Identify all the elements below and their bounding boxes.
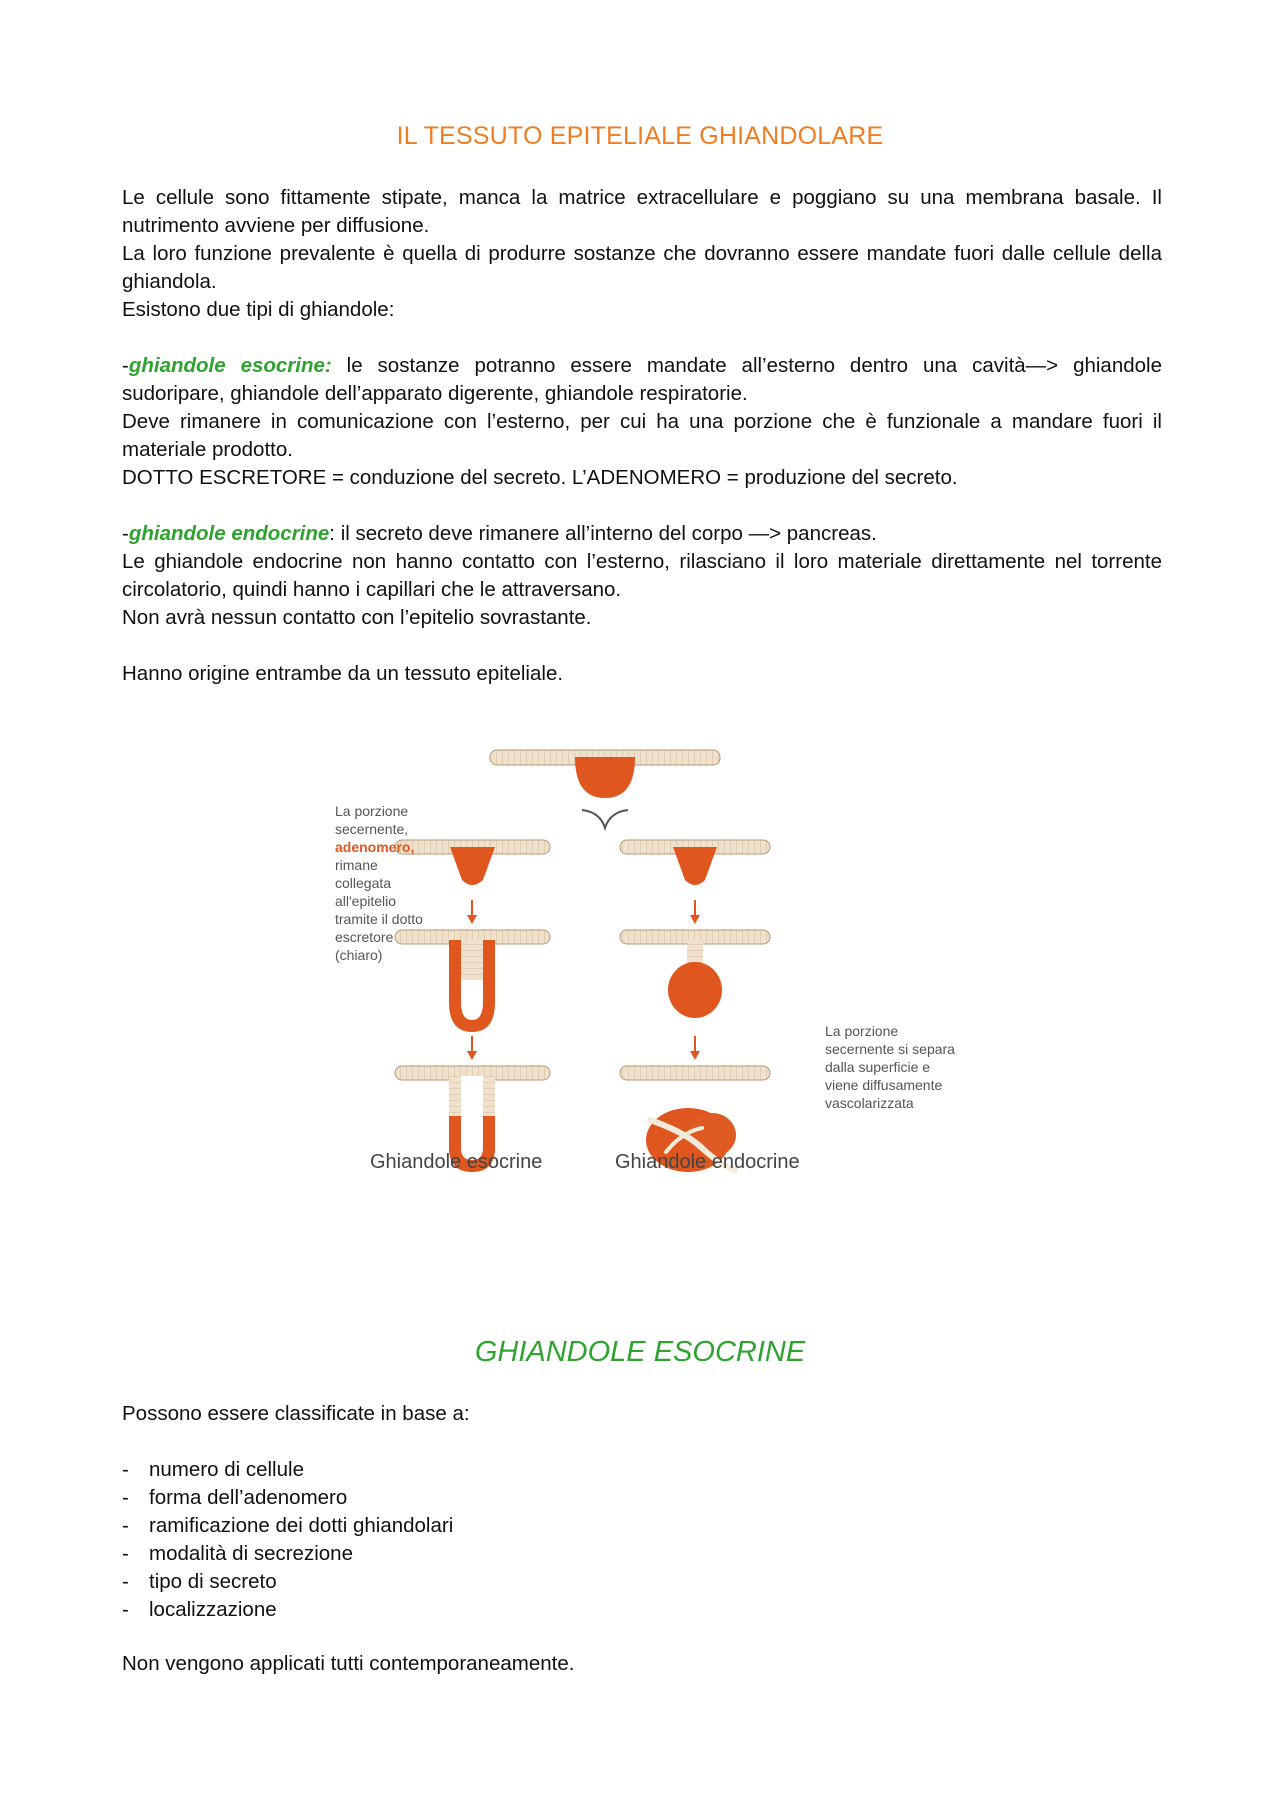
- list-item-label: localizzazione: [149, 1598, 277, 1621]
- endocrine-paragraph: Le ghiandole endocrine non hanno contatto con l’esterno, rilasciano il loro materiale direttamente nel torrente circolatorio, quindi hanno i capillari che le attraversano.: [122, 550, 1162, 601]
- exocrine-paragraph: Deve rimanere in comunicazione con l’esterno, per cui ha una porzione che è funzionale a mandare fuori il materiale prodotto.: [122, 410, 1162, 461]
- intro-paragraph: Le cellule sono fittamente stipate, manca la matrice extracellulare e poggiano su una membrana basale. Il nutrimento avviene per diffusione.: [122, 186, 1162, 237]
- list-item-label: forma dell’adenomero: [149, 1486, 348, 1509]
- caption-endocrine: Ghiandole endocrine: [615, 1151, 800, 1173]
- bullet-dash: -: [122, 1542, 129, 1565]
- bullet-dash: -: [122, 1570, 129, 1593]
- classification-list: [122, 1456, 1022, 1624]
- list-item: [122, 1484, 1022, 1512]
- stage-initial: [490, 750, 720, 828]
- list-item-label: tipo di secreto: [149, 1570, 277, 1593]
- list-item-label: numero di cellule: [149, 1458, 304, 1481]
- origin-paragraph: Hanno origine entrambe da un tessuto epiteliale.: [122, 662, 564, 685]
- endocrine-text: : il secreto deve rimanere all’interno del corpo —> pancreas.: [329, 522, 877, 545]
- right-note-line: dalla superficie e: [825, 1059, 931, 1075]
- list-item: [122, 1540, 1022, 1568]
- left-note-line: tramite il dotto: [335, 911, 423, 927]
- left-note-line: secernente,: [335, 821, 409, 837]
- right-note-line: La porzione: [825, 1023, 899, 1039]
- list-item-label: ramificazione dei dotti ghiandolari: [149, 1514, 454, 1537]
- list-item: [122, 1512, 1022, 1540]
- bullet-dash: -: [122, 1598, 129, 1621]
- arrow-down-icon: [467, 1051, 477, 1060]
- exocrine-term: ghiandole esocrine:: [128, 354, 332, 377]
- gland-development-figure: [310, 740, 1010, 1190]
- endocrine-prefix: -: [122, 522, 129, 545]
- exocrine-paragraph: DOTTO ESCRETORE = conduzione del secreto. L’ADENOMERO = produzione del secreto.: [122, 466, 958, 489]
- endocrine-term: ghiandole endocrine: [128, 522, 330, 545]
- left-note-line: rimane: [335, 857, 378, 873]
- endocrine-paragraph: [122, 520, 1162, 548]
- bullet-dash: -: [122, 1514, 129, 1537]
- arrow-down-icon: [690, 915, 700, 924]
- right-note-line: secernente si separa: [825, 1041, 955, 1057]
- exocrine-text: le sostanze potranno essere mandate all’esterno dentro una cavità—> ghiandole sudoripare, ghiandole dell’apparato digerente, ghiandole respiratorie.: [122, 354, 1162, 405]
- left-note-line: all'epitelio: [335, 893, 397, 909]
- right-note-line: vascolarizzata: [825, 1095, 914, 1111]
- caption-exocrine: Ghiandole esocrine: [370, 1151, 543, 1173]
- exocrine-paragraph: [122, 352, 1162, 408]
- bullet-dash: -: [122, 1486, 129, 1509]
- endocrine-stage-1: [620, 840, 770, 885]
- page-title: IL TESSUTO EPITELIALE GHIANDOLARE: [396, 122, 884, 150]
- intro-paragraph: La loro funzione prevalente è quella di produrre sostanze che dovranno essere mandate fuori dalle cellule della ghiandola.: [122, 242, 1162, 293]
- intro-section: [122, 184, 1162, 688]
- section-heading: GHIANDOLE ESOCRINE: [474, 1336, 806, 1368]
- list-item: [122, 1568, 1022, 1596]
- closing-paragraph: Non vengono applicati tutti contemporaneamente.: [122, 1652, 575, 1675]
- left-note-line: escretore: [335, 929, 394, 945]
- list-item: [122, 1456, 1022, 1484]
- intro-paragraph: Esistono due tipi di ghiandole:: [122, 298, 395, 321]
- arrow-down-icon: [690, 1051, 700, 1060]
- gland-diagram: [310, 740, 1010, 1190]
- right-note-line: viene diffusamente: [825, 1077, 943, 1093]
- arrow-down-icon: [467, 915, 477, 924]
- exocrine-stage-2: [395, 930, 550, 1032]
- list-item-label: modalità di secrezione: [149, 1542, 353, 1565]
- bullet-dash: -: [122, 1458, 129, 1481]
- classification-lead: Possono essere classificate in base a:: [122, 1402, 470, 1425]
- exocrine-prefix: -: [122, 354, 129, 377]
- right-annotation: [825, 1023, 955, 1111]
- classification-section: [122, 1400, 1022, 1624]
- left-note-line: adenomero,: [335, 839, 415, 855]
- exocrine-stage-1: [395, 840, 550, 885]
- list-item: [122, 1596, 1022, 1624]
- endocrine-paragraph: Non avrà nessun contatto con l’epitelio sovrastante.: [122, 606, 592, 629]
- left-note-line: collegata: [335, 875, 392, 891]
- endocrine-stage-2: [620, 930, 770, 1018]
- left-note-line: La porzione: [335, 803, 409, 819]
- left-note-line: (chiaro): [335, 947, 383, 963]
